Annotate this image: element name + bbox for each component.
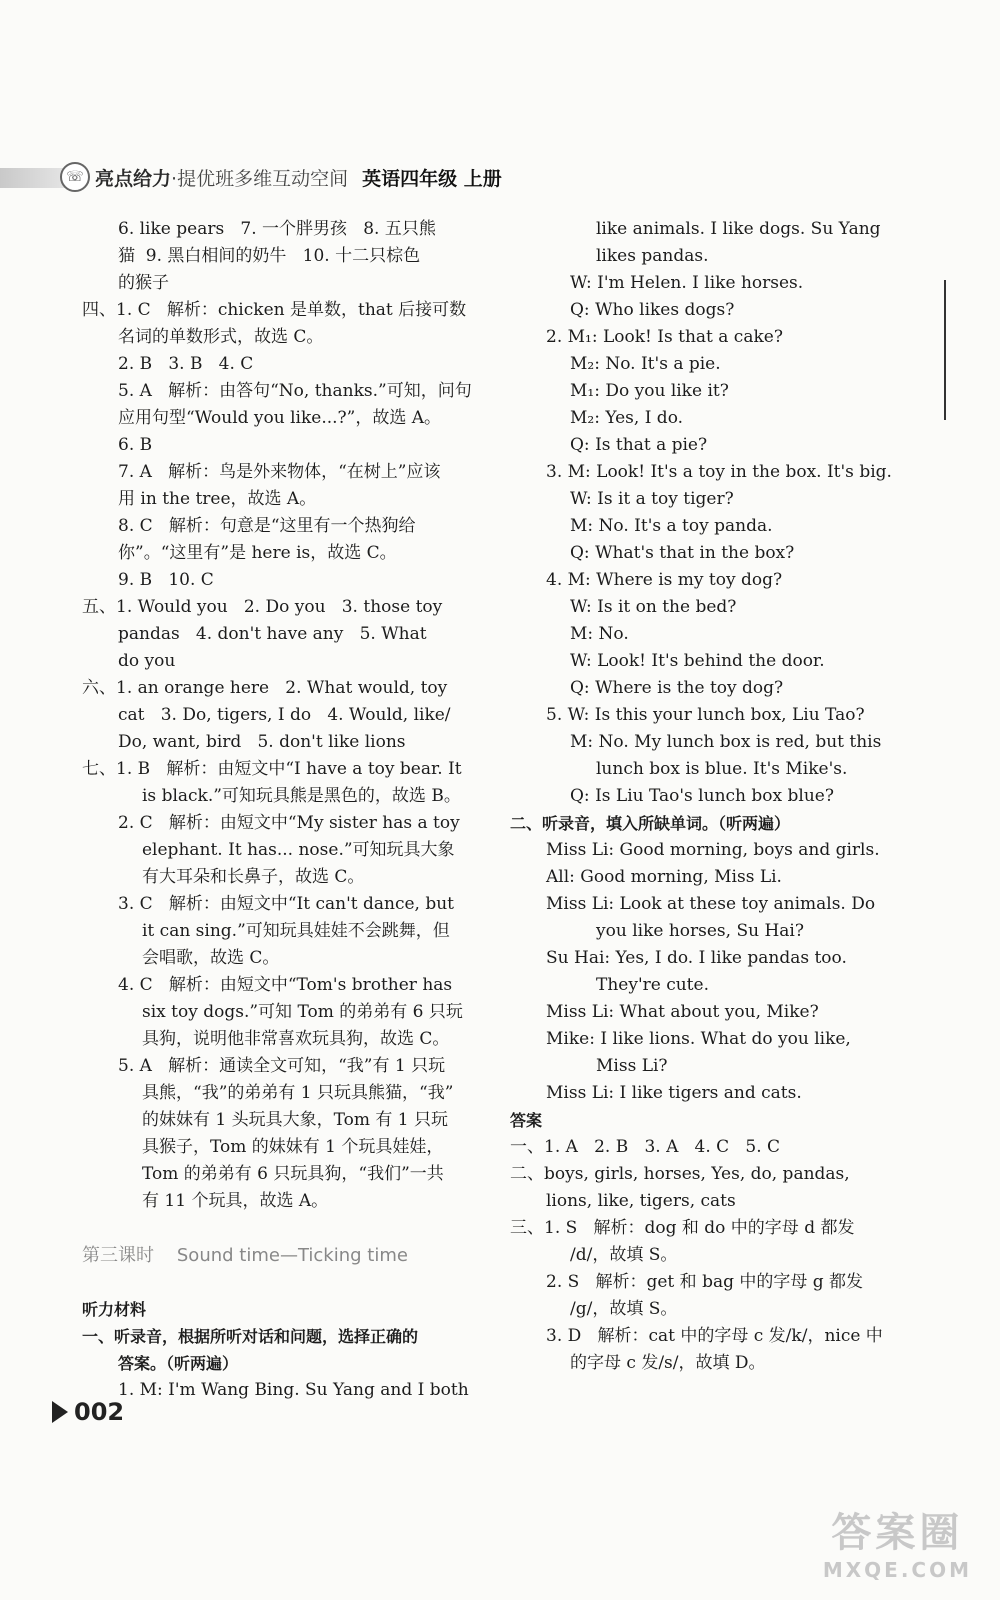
text-line: 2. B 3. B 4. C <box>118 354 254 374</box>
text-line: They're cute. <box>596 975 709 995</box>
text-line: Q: Is Liu Tao's lunch box blue? <box>570 786 834 806</box>
text-line: Miss Li: Look at these toy animals. Do <box>546 894 876 914</box>
text-line: 二、听录音，填入所缺单词。（听两遍） <box>510 814 791 833</box>
page-header <box>0 158 1000 198</box>
text-line: 6. B <box>118 435 153 455</box>
text-line: W: I'm Helen. I like horses. <box>570 273 804 293</box>
text-line: 一、1. A 2. B 3. A 4. C 5. C <box>510 1137 781 1157</box>
text-line: 具狗，说明他非常喜欢玩具狗，故选 C。 <box>142 1029 450 1049</box>
text-line: /g/，故填 S。 <box>570 1299 678 1319</box>
text-line: M₂: No. It's a pie. <box>570 354 721 374</box>
text-line: 具猴子，Tom 的妹妹有 1 个玩具娃娃， <box>142 1137 444 1157</box>
text-line: 一、听录音，根据所听对话和问题，选择正确的 <box>82 1327 419 1346</box>
text-line: 1. M: I'm Wang Bing. Su Yang and I both <box>118 1380 469 1400</box>
text-line: Q: Where is the toy dog? <box>570 678 784 698</box>
text-line: 答案 <box>510 1111 543 1130</box>
text-line: like animals. I like dogs. Su Yang <box>596 219 881 239</box>
text-line: Q: What's that in the box? <box>570 543 795 563</box>
text-line: 具熊，“我”的弟弟有 1 只玩具熊猫，“我” <box>142 1083 454 1103</box>
text-line: 3. D 解析：cat 中的字母 c 发/k/，nice 中 <box>546 1326 883 1346</box>
text-line: 2. S 解析：get 和 bag 中的字母 g 都发 <box>546 1272 864 1292</box>
text-line: 4. C 解析：由短文中“Tom's brother has <box>118 975 453 995</box>
header-subtitle: 提优班多维互动空间 <box>177 168 349 190</box>
header-dot: · <box>171 168 178 190</box>
text-line: W: Is it a toy tiger? <box>570 489 734 509</box>
text-line: 4. M: Where is my toy dog? <box>546 570 783 590</box>
text-line: Miss Li: Good morning, boys and girls. <box>546 840 880 860</box>
text-line: 第三课时 Sound time—Ticking time <box>82 1245 408 1266</box>
text-line: 的猴子 <box>118 273 169 293</box>
text-line: pandas 4. don't have any 5. What <box>118 624 427 644</box>
triangle-marker-icon <box>52 1401 68 1423</box>
text-line: 有 11 个玩具，故选 A。 <box>142 1191 329 1211</box>
text-line: Miss Li? <box>596 1056 668 1076</box>
text-line: 2. C 解析：由短文中“My sister has a toy <box>118 813 460 833</box>
text-line: Miss Li: I like tigers and cats. <box>546 1083 802 1103</box>
text-line: it can sing.”可知玩具娃娃不会跳舞，但 <box>142 921 450 941</box>
text-line: 听力材料 <box>82 1300 147 1319</box>
header-title <box>95 164 502 191</box>
text-line: 的字母 c 发/s/，故填 D。 <box>570 1353 766 1373</box>
text-line: 9. B 10. C <box>118 570 214 590</box>
text-line: M: No. <box>570 624 629 644</box>
text-line: likes pandas. <box>596 246 709 266</box>
text-line: lunch box is blue. It's Mike's. <box>596 759 848 779</box>
text-line: 会唱歌，故选 C。 <box>142 948 280 968</box>
text-line: Tom 的弟弟有 6 只玩具狗，“我们”一共 <box>142 1164 444 1184</box>
text-line: M₁: Do you like it? <box>570 381 729 401</box>
text-line: 用 in the tree，故选 A。 <box>118 489 317 509</box>
text-line: 5. A 解析：通读全文可知，“我”有 1 只玩 <box>118 1056 446 1076</box>
page-number-text: 002 <box>74 1398 125 1426</box>
text-line: 三、1. S 解析：dog 和 do 中的字母 d 都发 <box>510 1218 855 1238</box>
text-line: you like horses, Su Hai? <box>596 921 804 941</box>
text-line: lions, like, tigers, cats <box>546 1191 736 1211</box>
header-grade: 英语四年级 上册 <box>362 168 502 190</box>
text-line: elephant. It has... nose.”可知玩具大象 <box>142 840 455 860</box>
text-line: 7. A 解析：鸟是外来物体，“在树上”应该 <box>118 462 441 482</box>
watermark <box>823 1501 972 1582</box>
text-line: 2. M₁: Look! Is that a cake? <box>546 327 783 347</box>
text-line: 3. M: Look! It's a toy in the box. It's big. <box>546 462 892 482</box>
text-line <box>82 1269 472 1296</box>
text-line: 6. like pears 7. 一个胖男孩 8. 五只熊 <box>118 219 436 239</box>
text-line: 名词的单数形式，故选 C。 <box>118 327 324 347</box>
text-line: is black.”可知玩具熊是黑色的，故选 B。 <box>142 786 461 806</box>
left-column <box>82 216 472 1404</box>
text-line: Q: Who likes dogs? <box>570 300 735 320</box>
text-line: Do, want, bird 5. don't like lions <box>118 732 406 752</box>
text-line: All: Good morning, Miss Li. <box>546 867 782 887</box>
text-line: Su Hai: Yes, I do. I like pandas too. <box>546 948 847 968</box>
text-line: 3. C 解析：由短文中“It can't dance, but <box>118 894 455 914</box>
page-number <box>52 1398 124 1426</box>
text-line: 四、1. C 解析：chicken 是单数，that 后接可数 <box>82 300 467 320</box>
watermark-logo-text: 答案圈 <box>831 1510 964 1556</box>
text-line: 应用句型“Would you like...?”，故选 A。 <box>118 408 442 428</box>
text-line: 二、boys, girls, horses, Yes, do, pandas, <box>510 1164 850 1184</box>
text-line: W: Is it on the bed? <box>570 597 737 617</box>
watermark-url: MXQE.COM <box>822 1558 972 1582</box>
text-line: 的妹妹有 1 头玩具大象，Tom 有 1 只玩 <box>142 1110 449 1130</box>
text-line: M: No. My lunch box is red, but this <box>570 732 882 752</box>
text-line: Mike: I like lions. What do you like, <box>546 1029 851 1049</box>
phone-logo-icon: ☏ <box>60 162 90 192</box>
text-line: 有大耳朵和长鼻子，故选 C。 <box>142 867 365 887</box>
right-column <box>510 216 900 1377</box>
text-line: 六、1. an orange here 2. What would, toy <box>82 678 448 698</box>
text-line: do you <box>118 651 176 671</box>
text-line: /d/，故填 S。 <box>570 1245 678 1265</box>
text-line: Miss Li: What about you, Mike? <box>546 1002 819 1022</box>
text-line <box>82 1215 472 1242</box>
text-line: 七、1. B 解析：由短文中“I have a toy bear. It <box>82 759 462 779</box>
text-line: W: Look! It's behind the door. <box>570 651 825 671</box>
text-line: 猫 9. 黑白相间的奶牛 10. 十二只棕色 <box>118 246 421 266</box>
text-line: cat 3. Do, tigers, I do 4. Would, like/ <box>118 705 451 725</box>
text-line: 五、1. Would you 2. Do you 3. those toy <box>82 597 443 617</box>
text-line: M: No. It's a toy panda. <box>570 516 773 536</box>
text-line: Q: Is that a pie? <box>570 435 708 455</box>
text-line: 答案。（听两遍） <box>118 1354 239 1373</box>
text-line: M₂: Yes, I do. <box>570 408 684 428</box>
text-line: 8. C 解析：句意是“这里有一个热狗给 <box>118 516 416 536</box>
text-line: 你”。“这里有”是 here is，故选 C。 <box>118 543 397 563</box>
page-edge-mark <box>944 280 946 420</box>
text-line: 5. W: Is this your lunch box, Liu Tao? <box>546 705 865 725</box>
text-line: six toy dogs.”可知 Tom 的弟弟有 6 只玩 <box>142 1002 463 1022</box>
text-line: 5. A 解析：由答句“No, thanks.”可知，问句 <box>118 381 472 401</box>
brand-name: 亮点给力 <box>95 168 172 190</box>
